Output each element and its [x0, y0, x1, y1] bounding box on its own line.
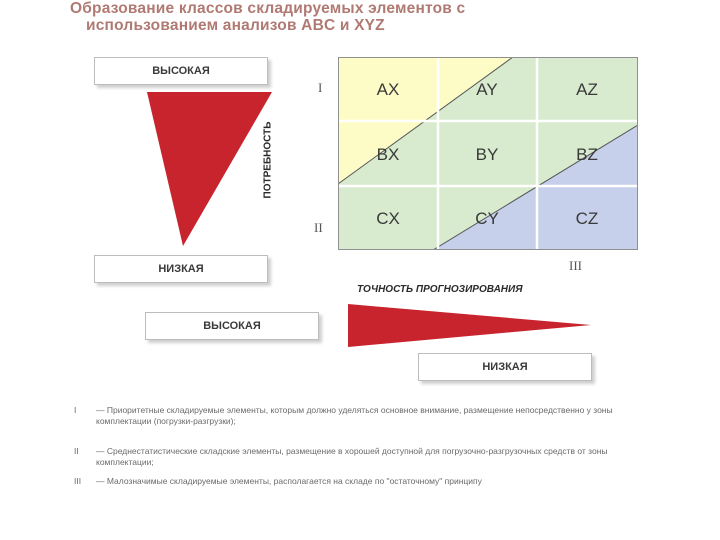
cell-ax: AX — [376, 80, 400, 99]
legend-item-3 — [74, 476, 634, 487]
legend-item-1 — [74, 405, 634, 427]
cell-by: BY — [475, 145, 499, 164]
demand-low-label: НИЗКАЯ — [94, 255, 268, 283]
cell-ay: AY — [476, 80, 498, 99]
demand-triangle — [144, 88, 274, 248]
zone-label-2: II — [314, 220, 323, 235]
cell-cx: CX — [376, 209, 400, 228]
cell-cy: CY — [475, 209, 499, 228]
abc-xyz-matrix — [338, 57, 638, 250]
accuracy-high-label: ВЫСОКАЯ — [145, 312, 319, 340]
legend-item-2 — [74, 446, 634, 468]
legend-num: I — [74, 405, 77, 415]
legend-text: — Малозначимые складируемые элементы, располагается на складе по "остаточному" принципу — [96, 476, 482, 486]
title-line-1: Образование классов складируемых элементов с — [70, 0, 466, 17]
zone-label-3: III — [569, 258, 582, 273]
cell-bz: BZ — [576, 145, 598, 164]
zone-label-1: I — [318, 80, 323, 95]
accuracy-low-label: НИЗКАЯ — [418, 353, 592, 381]
cell-bx: BX — [376, 145, 400, 164]
title-line-2: использованием анализов ABC и XYZ — [86, 17, 385, 34]
legend-num: II — [74, 446, 79, 456]
diagram-title — [70, 0, 630, 34]
demand-high-label: ВЫСОКАЯ — [94, 57, 268, 85]
legend-num: III — [74, 476, 82, 486]
axis-y-label: ПОТРЕБНОСТЬ — [262, 121, 274, 199]
cell-az: AZ — [576, 80, 598, 99]
axis-x-label: ТОЧНОСТЬ ПРОГНОЗИРОВАНИЯ — [357, 284, 523, 295]
legend-text: — Приоритетные складируемые элементы, которым должно уделяться основное внимание, размещение непосредственно у зоны комплектации (погрузки-разгрузки); — [96, 405, 613, 426]
accuracy-triangle — [346, 303, 596, 349]
legend-text: — Среднестатистические складские элементы, размещение в хорошей доступной для погрузочно-разгрузочных средств от зоны комплектации; — [96, 446, 608, 467]
cell-cz: CZ — [575, 209, 599, 228]
